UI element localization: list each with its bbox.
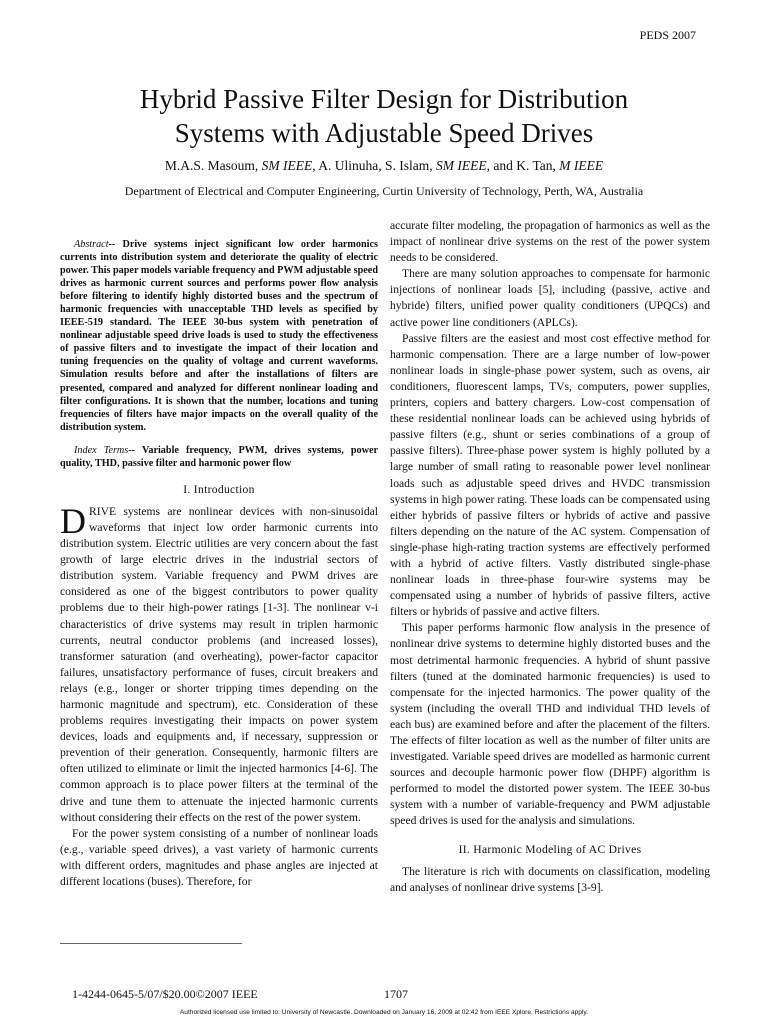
footnote-rule xyxy=(60,943,242,944)
intro-paragraph-1 xyxy=(60,500,378,826)
right-paragraph-2: There are many solution approaches to compensate for harmonic injections of nonlinear loads [5], including (passive, active and hybride) filters, unified power quality conditioners (UPQCs) and active power line conditioners (APLCs). xyxy=(390,267,710,329)
license-footer: Authorized licensed use limited to: University of Newcastle. Downloaded on January 16, 2009 at 02:42 from IEEE Xplore. Restrictions apply. xyxy=(179,1009,589,1016)
title-line-1: Hybrid Passive Filter Design for Distribution xyxy=(139,84,629,114)
abstract-lead: Abstract xyxy=(74,239,109,250)
right-paragraph-1: accurate filter modeling, the propagation of harmonics as well as the impact of nonlinear drive systems on the rest of the power system needs to be considered. xyxy=(390,219,710,265)
section-heading-harmonic-modeling: II. Harmonic Modeling of AC Drives xyxy=(458,842,642,856)
right-paragraph-3: Passive filters are the easiest and most cost effective method for harmonic compensation. There are a large number of low-power nonlinear loads in single-phase power system, such as ovens, air conditioners, fluorescent lamps, TVs, computers, power supplies, printers, copiers and battery chargers. Low-cost compensation of these residential nonlinear loads can be achieved using hybrids of passive filters (e.g., shunt or series combinations of a group of passive filters). Three-phase power system is highly polluted by a large number of small rating to reasonable power level nonlinear loads such as adjustable speed drives and HVDC transmission systems in high power rating. These loads can be compensated using either hybrids of passive filters or hybrids of active and passive filters depending on the nature of the AC system. Compensation of single-phase high-rating traction systems are effectively performed with a hybrid of active filters. Vastly distributed single-phase nonlinear loads in three-phase four-wire systems may be compensated using a number of hybrids of passive filters, active filters or hybrids of passive and active filters. xyxy=(390,331,710,619)
right-column xyxy=(390,218,710,896)
author-4-role: M IEEE xyxy=(559,158,604,173)
author-4: , and K. Tan, xyxy=(486,158,560,173)
paper-title xyxy=(40,82,728,150)
index-terms xyxy=(60,444,378,470)
intro-paragraph-1-text: RIVE systems are nonlinear devices with non-sinusoidal waveforms that inject low order harmonic currents into distribution system. Electric utilities are very concern about the fast growth of large electric drives in the industrial sectors of distribution system. Variable frequency and PWM drives are considered as one of the biggest contributors to power quality problems due to their high-power ratings [1-3]. The nonlinear v-i characteristics of drive systems may result in triplen harmonic currents, neutral conductor problems (and increased losses), transformer saturation (and overheating), power-factor capacitor failures, unsatisfactory performance of fuses, circuit breakers and relays (e.g., longer or shorter tripping times depending on the harmonic magnitude and spectrum), etc. Consideration of these problems requires investigating their impacts on power system devices, loads and equipments and, if necessary, suppression or prevention of their generation. Consequently, harmonic filters are often utilized to eliminate or limit the injected harmonics [4-6]. The common approach is to place power filters at the terminal of the drive and tune them to attenuate the injected harmonic currents without considering their effects on the rest of the power system. xyxy=(60,504,378,824)
affiliation: Department of Electrical and Computer Engineering, Curtin University of Technology, Perth, WA, Australia xyxy=(124,184,644,198)
abstract-text: -- Drive systems inject significant low order harmonics currents into distribution system and deteriorate the quality of electric power. This paper models variable frequency and PWM adjustable speed drives as harmonic current sources and performs power flow analysis before filtering to identify highly distorted buses and the spectrum of harmonic frequencies with unacceptable THD levels as specified by IEEE-519 standard. The IEEE 30-bus system with penetration of nonlinear adjustable speed drive loads is used to study the effectiveness of passive filters and to investigate the impact of their location and tuning frequencies on the quality of voltage and current waveforms. Simulation results before and after the installations of filters are presented, compared and analyzed for different nonlinear loading and filter configurations. It is shown that the number, locations and tuning frequencies of filters have major impacts on the overall quality of the distribution system. xyxy=(60,239,378,433)
title-line-2: Systems with Adjustable Speed Drives xyxy=(174,118,594,148)
section-heading-introduction: I. Introduction xyxy=(183,482,255,496)
conference-label: PEDS 2007 xyxy=(639,28,696,42)
author-3-role: SM IEEE xyxy=(435,158,487,173)
abstract xyxy=(60,238,378,434)
right-paragraph-4: This paper performs harmonic flow analysis in the presence of nonlinear drive systems to determine highly distorted buses and the most detrimental harmonic frequencies. A hybrid of shunt passive filters (tuned at the dominated harmonic frequencies) is used to compensate for the injected harmonics. The power quality of the system (including the overall THD and individual THD levels of each bus) are examined before and after the placement of the filters. The effects of filter location as well as the number of filter units are investigated. Variable speed drives are modelled as harmonic current sources and decouple harmonic power flow (DHPF) algorithm is performed to model the distorted power system. The IEEE 30-bus system with a number of variable-frequency and PWM adjustable speed drives is used for the analysis and simulations. xyxy=(390,621,710,828)
author-1-role: SM IEEE xyxy=(261,158,313,173)
page-number: 1707 xyxy=(384,987,408,1001)
copyright-line: 1-4244-0645-5/07/$20.00©2007 IEEE xyxy=(72,987,258,1001)
author-2-3: , A. Ulinuha, S. Islam, xyxy=(312,158,436,173)
left-column xyxy=(60,238,378,890)
drop-cap: D xyxy=(60,500,86,541)
right-paragraph-5: The literature is rich with documents on classification, modeling and analyses of nonlinear drive systems [3-9]. xyxy=(390,864,710,894)
author-1: M.A.S. Masoum, xyxy=(164,158,262,173)
intro-paragraph-2: For the power system consisting of a number of nonlinear loads (e.g., variable speed drives), a vast variety of harmonic currents with different orders, magnitudes and phase angles are injected at different locations (buses). Therefore, for xyxy=(60,826,378,889)
author-list xyxy=(40,158,728,174)
index-terms-text: -- Variable frequency, PWM, drives systems, power quality, THD, passive filter and harmonic power flow xyxy=(60,444,378,469)
index-terms-lead: Index Terms xyxy=(74,444,129,456)
